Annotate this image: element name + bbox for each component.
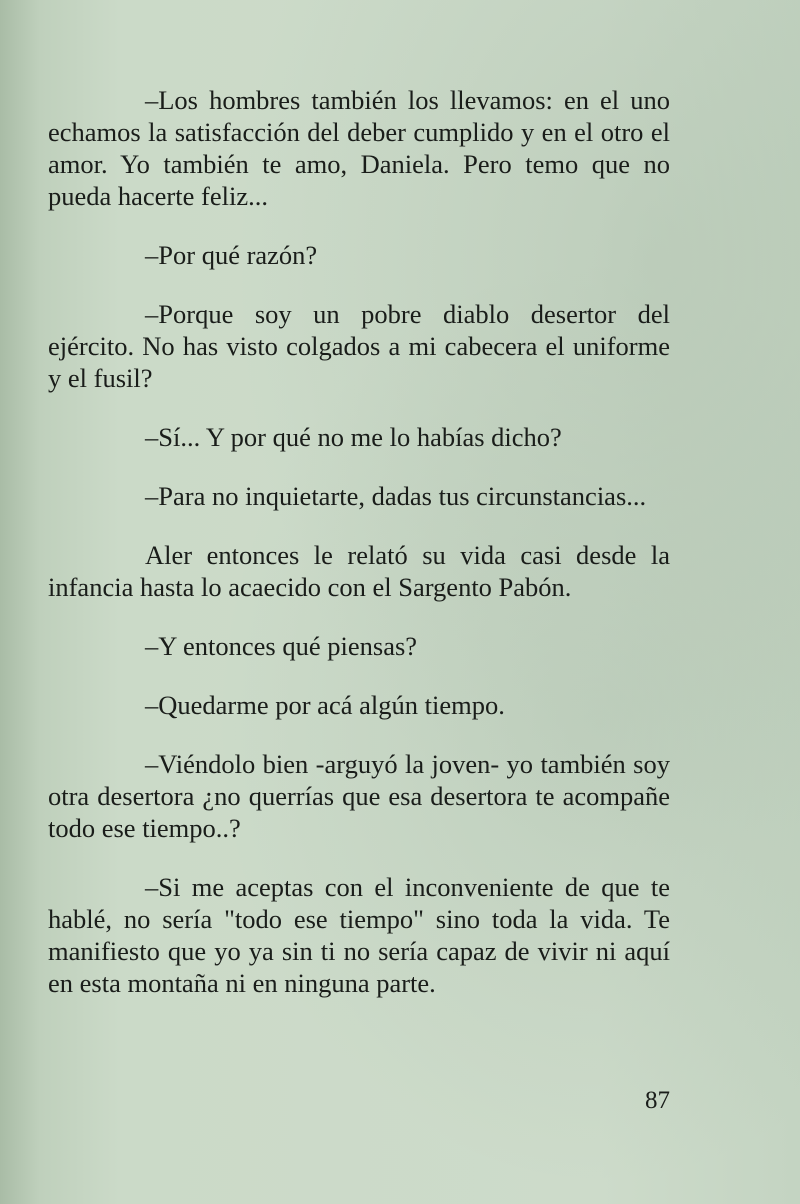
body-text: [48, 84, 670, 999]
paragraph-9: –Viéndolo bien -arguyó la joven- yo también soy otra desertora ¿no querrías que esa desertora te acompañe todo ese tiempo..?: [48, 749, 670, 843]
paragraph-3: –Porque soy un pobre diablo desertor del ejército. No has visto colgados a mi cabecera el uniforme y el fusil?: [48, 299, 670, 393]
paragraph-5: –Para no inquietarte, dadas tus circunstancias...: [145, 481, 647, 511]
paragraph-4: –Sí... Y por qué no me lo habías dicho?: [145, 422, 562, 452]
paragraph-2: –Por qué razón?: [145, 240, 318, 270]
paragraph-1: –Los hombres también los llevamos: en el uno echamos la satisfacción del deber cumplido y en el otro el amor. Yo también te amo, Daniela. Pero temo que no pueda hacerte feliz...: [48, 85, 670, 211]
page-number: 87: [645, 1087, 670, 1114]
paragraph-6: Aler entonces le relató su vida casi desde la infancia hasta lo acaecido con el Sargento Pabón.: [48, 540, 670, 602]
paragraph-7: –Y entonces qué piensas?: [145, 631, 418, 661]
paragraph-8: –Quedarme por acá algún tiempo.: [145, 690, 505, 720]
paragraph-10: –Si me aceptas con el inconveniente de que te hablé, no sería "todo ese tiempo" sino toda la vida. Te manifiesto que yo ya sin ti no sería capaz de vivir ni aquí en esta montaña ni en ninguna parte.: [48, 872, 670, 998]
